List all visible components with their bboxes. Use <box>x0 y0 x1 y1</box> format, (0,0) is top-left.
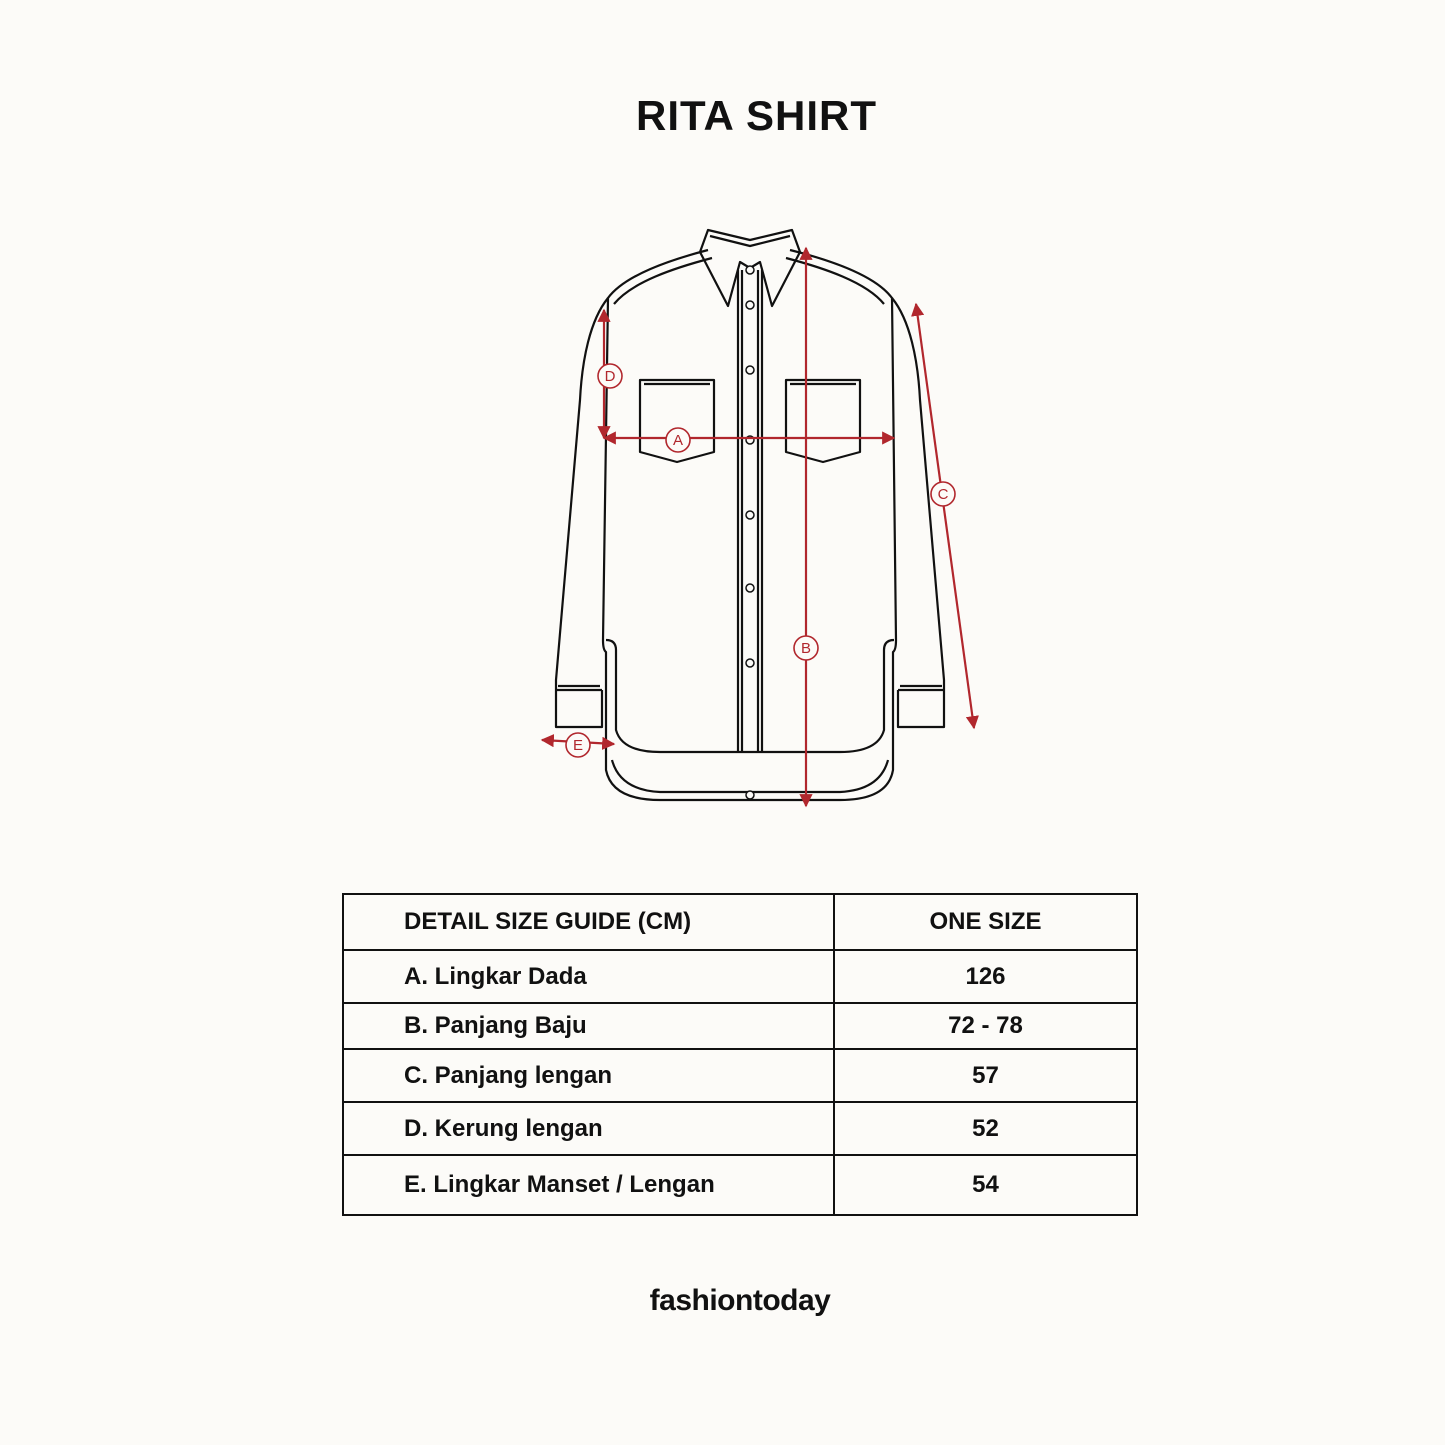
buttons <box>746 266 754 799</box>
row-value: 57 <box>834 1049 1137 1102</box>
marker-e-label: E <box>572 737 584 754</box>
brand-logo-text: fashiontoday <box>649 1284 831 1317</box>
button-icon <box>746 584 754 592</box>
button-icon <box>746 659 754 667</box>
table-row <box>343 1003 1137 1049</box>
table-row <box>343 1155 1137 1215</box>
marker-b-label: B <box>800 640 812 657</box>
marker-d-label: D <box>604 368 616 385</box>
table-row <box>343 1049 1137 1102</box>
row-value: 52 <box>834 1102 1137 1155</box>
row-value: 72 - 78 <box>834 1003 1137 1049</box>
measure-markers <box>566 364 955 757</box>
measure-c-line <box>916 304 974 728</box>
row-label: D. Kerung lengan <box>343 1102 834 1155</box>
marker-c-label: C <box>937 486 949 503</box>
size-guide-table <box>342 893 1138 1216</box>
button-icon <box>746 301 754 309</box>
row-label: B. Panjang Baju <box>343 1003 834 1049</box>
header-label-cell: DETAIL SIZE GUIDE (CM) <box>343 894 834 950</box>
row-value: 54 <box>834 1155 1137 1215</box>
table-row <box>343 1102 1137 1155</box>
row-label: C. Panjang lengan <box>343 1049 834 1102</box>
button-icon <box>746 511 754 519</box>
header-size-cell: ONE SIZE <box>834 894 1137 950</box>
row-label: A. Lingkar Dada <box>343 950 834 1003</box>
table-row <box>343 950 1137 1003</box>
button-icon <box>746 266 754 274</box>
marker-a-label: A <box>672 432 684 449</box>
row-label: E. Lingkar Manset / Lengan <box>343 1155 834 1215</box>
button-icon <box>746 791 754 799</box>
table-header-row <box>343 894 1137 950</box>
row-value: 126 <box>834 950 1137 1003</box>
button-icon <box>746 366 754 374</box>
page-title: RITA SHIRT <box>636 92 877 139</box>
